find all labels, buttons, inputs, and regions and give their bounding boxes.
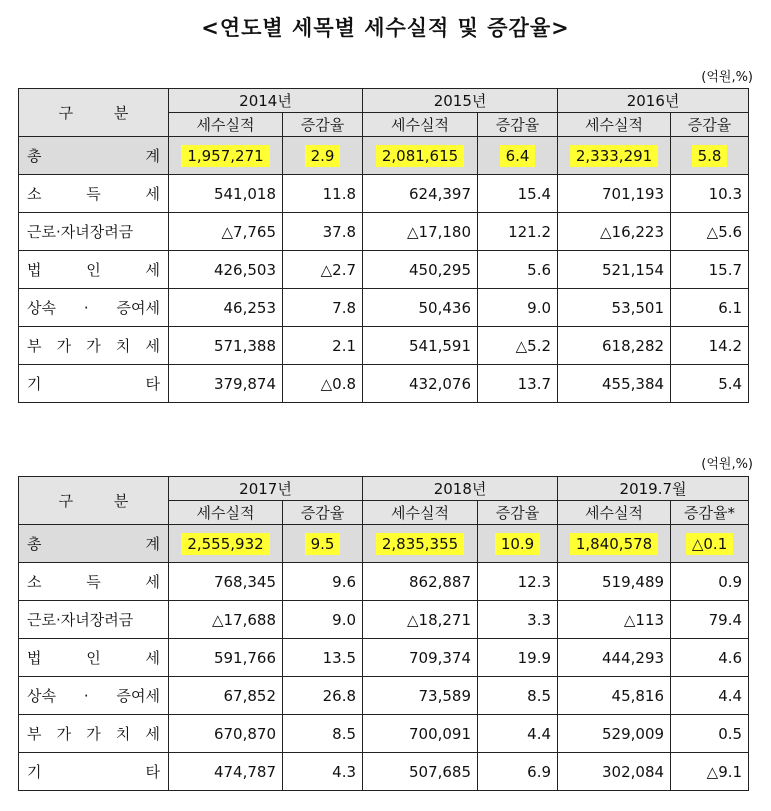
cell-value: 15.4 xyxy=(517,184,552,203)
cell-value: 455,384 xyxy=(602,374,665,393)
cell-value: 15.7 xyxy=(708,260,743,279)
cell-amount xyxy=(169,715,283,753)
cell-rate xyxy=(671,327,749,365)
subheader-amount: 세수실적 xyxy=(363,501,478,525)
cell-value: △17,180 xyxy=(406,222,472,241)
page-title: <연도별 세목별 세수실적 및 증감율> xyxy=(201,16,570,40)
cell-value: 13.5 xyxy=(322,648,357,667)
cell-amount xyxy=(169,213,283,251)
row-label: 법 인 세 xyxy=(19,639,169,677)
subheader-rate: 증감율* xyxy=(671,501,749,525)
table-row xyxy=(19,175,749,213)
cell-value: △9.1 xyxy=(706,762,743,781)
cell-value: △5.2 xyxy=(515,336,552,355)
subheader-amount: 세수실적 xyxy=(363,113,478,137)
cell-value: 474,787 xyxy=(213,762,276,781)
row-label: 소 득 세 xyxy=(19,563,169,601)
subheader-amount: 세수실적 xyxy=(169,113,283,137)
cell-value: △5.6 xyxy=(706,222,743,241)
cell-value: 5.6 xyxy=(527,260,552,279)
cell-value: 121.2 xyxy=(508,222,552,241)
subheader-amount: 세수실적 xyxy=(558,113,671,137)
cell-value: 9.6 xyxy=(332,572,357,591)
cell-value: 529,009 xyxy=(602,724,665,743)
cell-value: △113 xyxy=(623,610,665,629)
cell-amount xyxy=(169,175,283,213)
highlighted-value: 2,081,615 xyxy=(376,145,464,167)
highlighted-value: 1,957,271 xyxy=(181,145,269,167)
cell-rate xyxy=(283,251,363,289)
cell-amount xyxy=(558,175,671,213)
cell-value: △2.7 xyxy=(320,260,357,279)
cell-rate xyxy=(478,251,558,289)
highlighted-value: 2,835,355 xyxy=(376,533,464,555)
cell-value: 426,503 xyxy=(213,260,276,279)
cell-rate xyxy=(283,563,363,601)
cell-amount xyxy=(558,525,671,563)
cell-rate xyxy=(478,753,558,791)
cell-value: 12.3 xyxy=(517,572,552,591)
cell-value: 571,388 xyxy=(213,336,276,355)
cell-value: 302,084 xyxy=(602,762,665,781)
cell-value: 768,345 xyxy=(213,572,276,591)
cell-value: 624,397 xyxy=(408,184,472,203)
cell-value: 6.9 xyxy=(527,762,552,781)
subheader-amount: 세수실적 xyxy=(169,501,283,525)
cell-value: 79.4 xyxy=(708,610,743,629)
cell-value: 670,870 xyxy=(213,724,276,743)
cell-rate xyxy=(283,639,363,677)
cell-rate xyxy=(478,677,558,715)
row-label: 부 가 가 치 세 xyxy=(19,327,169,365)
cell-value: 53,501 xyxy=(611,298,665,317)
table-row xyxy=(19,639,749,677)
cell-value: 10.3 xyxy=(708,184,743,203)
cell-rate xyxy=(671,639,749,677)
cell-rate xyxy=(478,365,558,403)
row-label: 총 계 xyxy=(19,137,169,175)
cell-amount xyxy=(363,639,478,677)
cell-rate xyxy=(671,525,749,563)
tax-table-2 xyxy=(18,476,749,791)
table-row xyxy=(19,365,749,403)
cell-rate xyxy=(671,175,749,213)
highlighted-value: 1,840,578 xyxy=(570,533,658,555)
cell-rate xyxy=(283,365,363,403)
cell-amount xyxy=(363,251,478,289)
highlighted-value: 2,333,291 xyxy=(570,145,658,167)
cell-value: 0.5 xyxy=(718,724,743,743)
cell-value: △18,271 xyxy=(406,610,472,629)
cell-rate xyxy=(283,327,363,365)
table-row xyxy=(19,137,749,175)
cell-rate xyxy=(671,677,749,715)
cell-value: 26.8 xyxy=(322,686,357,705)
table-row xyxy=(19,525,749,563)
cell-amount xyxy=(363,525,478,563)
cell-value: 4.3 xyxy=(332,762,357,781)
cell-amount xyxy=(558,327,671,365)
cell-value: 8.5 xyxy=(332,724,357,743)
cell-rate xyxy=(671,213,749,251)
tax-table-1 xyxy=(18,88,749,403)
cell-amount xyxy=(558,289,671,327)
cell-rate xyxy=(283,137,363,175)
table-row xyxy=(19,601,749,639)
row-label: 법 인 세 xyxy=(19,251,169,289)
cell-value: 4.4 xyxy=(527,724,552,743)
table-row xyxy=(19,327,749,365)
highlighted-value: 9.5 xyxy=(305,533,341,555)
row-label: 기 타 xyxy=(19,753,169,791)
cell-rate xyxy=(671,563,749,601)
cell-value: △0.8 xyxy=(320,374,357,393)
cell-value: 6.1 xyxy=(718,298,743,317)
cell-amount xyxy=(558,677,671,715)
cell-rate xyxy=(478,563,558,601)
cell-rate xyxy=(478,525,558,563)
cell-value: 50,436 xyxy=(418,298,472,317)
cell-rate xyxy=(283,601,363,639)
cell-rate xyxy=(671,601,749,639)
cell-value: 541,018 xyxy=(213,184,276,203)
cell-rate xyxy=(283,677,363,715)
cell-amount xyxy=(558,137,671,175)
cell-rate xyxy=(478,639,558,677)
cell-amount xyxy=(558,365,671,403)
cell-value: 2.1 xyxy=(332,336,357,355)
highlighted-value: 2.9 xyxy=(305,145,341,167)
cell-value: 45,816 xyxy=(611,686,665,705)
cell-amount xyxy=(169,251,283,289)
cell-amount xyxy=(169,639,283,677)
cell-amount xyxy=(363,327,478,365)
cell-amount xyxy=(169,601,283,639)
subheader-rate: 증감율 xyxy=(671,113,749,137)
table-body-1 xyxy=(19,137,749,403)
cell-value: 11.8 xyxy=(322,184,357,203)
corner-header: 구 분 xyxy=(19,89,169,137)
cell-rate xyxy=(478,327,558,365)
table-row xyxy=(19,677,749,715)
cell-amount xyxy=(169,327,283,365)
row-label: 근로·자녀장려금 xyxy=(19,213,169,251)
cell-amount xyxy=(363,753,478,791)
cell-value: 862,887 xyxy=(408,572,472,591)
highlighted-value: 5.8 xyxy=(692,145,728,167)
cell-rate xyxy=(671,137,749,175)
cell-rate xyxy=(283,753,363,791)
cell-rate xyxy=(283,715,363,753)
cell-amount xyxy=(169,677,283,715)
cell-value: 37.8 xyxy=(322,222,357,241)
cell-value: 521,154 xyxy=(602,260,665,279)
cell-value: 4.4 xyxy=(718,686,743,705)
row-label: 부 가 가 치 세 xyxy=(19,715,169,753)
cell-amount xyxy=(169,137,283,175)
cell-value: 450,295 xyxy=(408,260,472,279)
cell-value: 709,374 xyxy=(408,648,472,667)
cell-amount xyxy=(363,137,478,175)
cell-amount xyxy=(363,365,478,403)
cell-rate xyxy=(671,251,749,289)
cell-value: △17,688 xyxy=(211,610,276,629)
cell-rate xyxy=(283,213,363,251)
cell-value: 4.6 xyxy=(718,648,743,667)
corner-header: 구 분 xyxy=(19,477,169,525)
cell-amount xyxy=(558,753,671,791)
cell-value: △7,765 xyxy=(221,222,276,241)
cell-value: 73,589 xyxy=(418,686,472,705)
cell-amount xyxy=(558,563,671,601)
subheader-rate: 증감율 xyxy=(283,113,363,137)
cell-value: 432,076 xyxy=(408,374,472,393)
cell-amount xyxy=(363,289,478,327)
year-header: 2017년 xyxy=(169,477,363,501)
cell-value: 519,489 xyxy=(602,572,665,591)
highlighted-value: △0.1 xyxy=(686,533,733,555)
cell-rate xyxy=(283,175,363,213)
year-header: 2014년 xyxy=(169,89,363,113)
row-label: 기 타 xyxy=(19,365,169,403)
cell-amount xyxy=(363,601,478,639)
cell-value: 8.5 xyxy=(527,686,552,705)
cell-value: 541,591 xyxy=(408,336,472,355)
cell-rate xyxy=(283,525,363,563)
row-label: 상속 · 증여세 xyxy=(19,677,169,715)
cell-rate xyxy=(283,289,363,327)
cell-amount xyxy=(169,753,283,791)
cell-rate xyxy=(671,715,749,753)
table-row xyxy=(19,715,749,753)
row-label: 근로·자녀장려금 xyxy=(19,601,169,639)
cell-amount xyxy=(169,365,283,403)
cell-amount xyxy=(169,289,283,327)
cell-rate xyxy=(478,289,558,327)
cell-amount xyxy=(558,213,671,251)
table-row xyxy=(19,289,749,327)
cell-value: 701,193 xyxy=(602,184,665,203)
cell-amount xyxy=(558,715,671,753)
cell-value: 0.9 xyxy=(718,572,743,591)
cell-value: 67,852 xyxy=(223,686,276,705)
cell-rate xyxy=(478,175,558,213)
cell-amount xyxy=(363,715,478,753)
cell-value: 13.7 xyxy=(517,374,552,393)
cell-amount xyxy=(169,563,283,601)
cell-value: 444,293 xyxy=(602,648,665,667)
table-row xyxy=(19,213,749,251)
year-header: 2019.7월 xyxy=(558,477,749,501)
cell-value: 591,766 xyxy=(213,648,276,667)
cell-rate xyxy=(478,715,558,753)
cell-value: 19.9 xyxy=(517,648,552,667)
subheader-amount: 세수실적 xyxy=(558,501,671,525)
cell-rate xyxy=(478,137,558,175)
cell-value: 7.8 xyxy=(332,298,357,317)
cell-value: 9.0 xyxy=(527,298,552,317)
cell-value: △16,223 xyxy=(600,222,665,241)
cell-amount xyxy=(558,639,671,677)
cell-rate xyxy=(478,213,558,251)
year-header: 2018년 xyxy=(363,477,558,501)
unit-label-1: (억원,%) xyxy=(701,70,753,85)
cell-rate xyxy=(671,365,749,403)
year-header: 2016년 xyxy=(558,89,749,113)
highlighted-value: 6.4 xyxy=(500,145,536,167)
cell-rate xyxy=(671,753,749,791)
cell-amount xyxy=(558,251,671,289)
cell-amount xyxy=(363,213,478,251)
cell-value: 46,253 xyxy=(223,298,276,317)
subheader-rate: 증감율 xyxy=(283,501,363,525)
table-row xyxy=(19,251,749,289)
cell-amount xyxy=(363,563,478,601)
table-row xyxy=(19,563,749,601)
cell-amount xyxy=(169,525,283,563)
cell-value: 379,874 xyxy=(213,374,276,393)
cell-value: 3.3 xyxy=(527,610,552,629)
highlighted-value: 2,555,932 xyxy=(181,533,269,555)
unit-label-2: (억원,%) xyxy=(701,457,753,472)
cell-value: 14.2 xyxy=(708,336,743,355)
highlighted-value: 10.9 xyxy=(495,533,540,555)
row-label: 소 득 세 xyxy=(19,175,169,213)
row-label: 총 계 xyxy=(19,525,169,563)
cell-rate xyxy=(478,601,558,639)
table-body-2 xyxy=(19,525,749,791)
cell-rate xyxy=(671,289,749,327)
table-row xyxy=(19,753,749,791)
cell-value: 9.0 xyxy=(332,610,357,629)
cell-value: 618,282 xyxy=(602,336,665,355)
subheader-rate: 증감율 xyxy=(478,501,558,525)
subheader-rate: 증감율 xyxy=(478,113,558,137)
cell-amount xyxy=(558,601,671,639)
cell-value: 700,091 xyxy=(408,724,472,743)
cell-value: 5.4 xyxy=(718,374,743,393)
year-header: 2015년 xyxy=(363,89,558,113)
row-label: 상속 · 증여세 xyxy=(19,289,169,327)
cell-value: 507,685 xyxy=(408,762,472,781)
cell-amount xyxy=(363,175,478,213)
cell-amount xyxy=(363,677,478,715)
